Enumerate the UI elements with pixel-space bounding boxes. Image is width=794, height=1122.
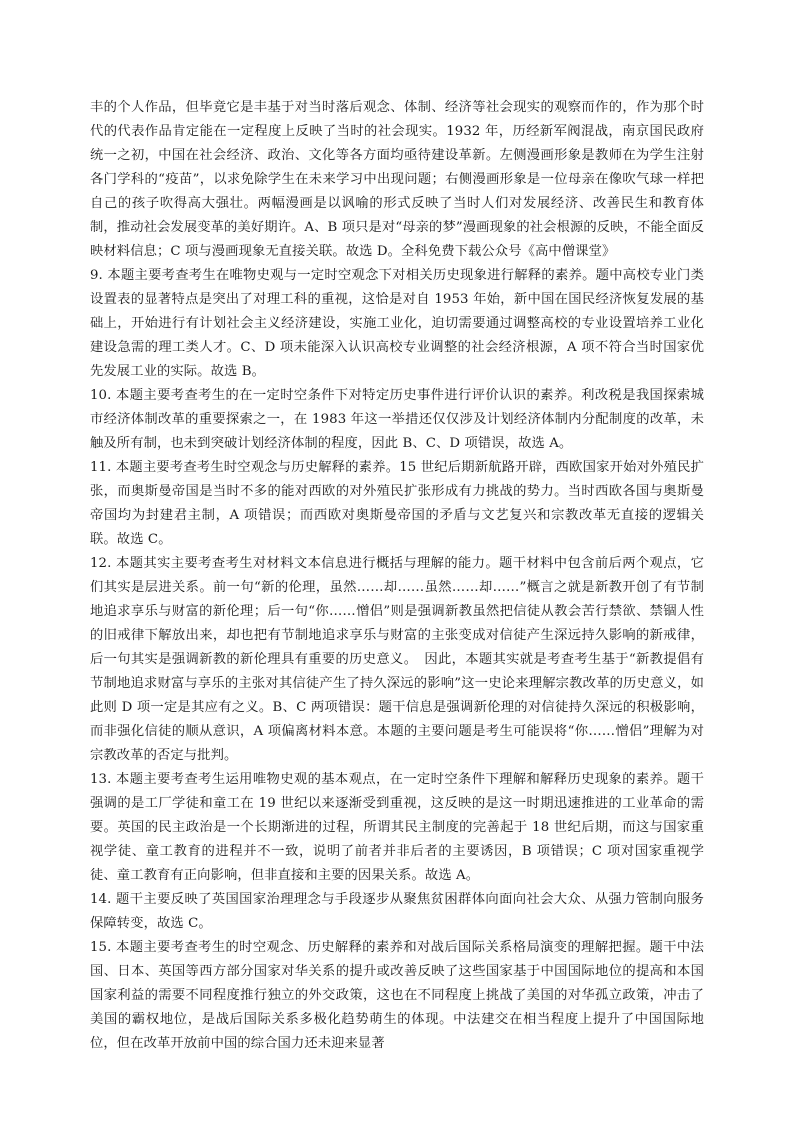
paragraph-q13: 13. 本题主要考查考生运用唯物史观的基本观点，在一定时空条件下理解和解释历史现象的素养。题干强调的是工厂学徒和童工在 19 世纪以来逐渐受到重视，这反映的是这一时期迅速推进的工业革命的需要。英国的民主政治是一个长期渐进的过程，所谓其民主制度的完善起于 18 世纪后期，而这与国家重视学徒、童工教育的进程并不一致，说明了前者并非后者的主要诱因，B 项错误；C 项对国家重视学徒、童工教育有正向影响，但非直接和主要的因果关系。故选 A。: [90, 772, 704, 883]
paragraph-q9: 9. 本题主要考查考生在唯物史观与一定时空观念下对相关历史现象进行解释的素养。题中高校专业门类设置表的显著特点是突出了对理工科的重视，这恰是对自 1953 年始，新中国在国民经济恢复发展的基础上，开始进行有计划社会主义经济建设，实施工业化，迫切需要通过调整高校的专业设置培养工业化建设急需的理工类人才。C、D 项未能深入认识高校专业调整的社会经济根源，A 项不符合当时国家优先发展工业的实际。故选 B。: [90, 268, 704, 379]
answer-explanation-page: [90, 96, 704, 1056]
paragraph-q14: 14. 题干主要反映了英国国家治理理念与手段逐步从聚焦贫困群体向面向社会大众、从强力管制向服务保障转变，故选 C。: [90, 892, 704, 931]
paragraph-q8-continued: 丰的个人作品，但毕竟它是丰基于对当时落后观念、体制、经济等社会现实的观察而作的，作为那个时代的代表作品肯定能在一定程度上反映了当时的社会现实。1932 年，历经新军阀混战，南京国民政府统一之初，中国在社会经济、政治、文化等各方面均亟待建设革新。左侧漫画形象是教师在为学生注射各门学科的“疫苗”，以求免除学生在未来学习中出现问题；右侧漫画形象是一位母亲在像吹气球一样把自己的孩子吹得高大强壮。两幅漫画是以讽喻的形式反映了当时人们对发展经济、改善民生和教育体制，推动社会发展变革的美好期许。A、B 项只是对“母亲的梦”漫画现象的社会根源的反映，不能全面反映材料信息；C 项与漫画现象无直接关联。故选 D。全科免费下载公众号《高中僧课堂》: [90, 100, 704, 259]
paragraph-q12: 12. 本题其实主要考查考生对材料文本信息进行概括与理解的能力。题干材料中包含前后两个观点，它们其实是层进关系。前一句“新的伦理，虽然……却……虽然……却……”概言之就是新教开创了有节制地追求享乐与财富的新伦理；后一句“你……憎侣”则是强调新教虽然把信徒从教会苦行禁欲、禁锢人性的旧戒律下解放出来，却也把有节制地追求享乐与财富的主张变成对信徒产生深远持久影响的新戒律，后一句其实是强调新教的新伦理具有重要的历史意义。 因此，本题其实就是考查考生基于“新教提倡有节制地追求财富与享乐的主张对其信徒产生了持久深远的影响”这一史论来理解宗教改革的历史意义，如此则 D 项一定是其应有之义。B、C 两项错误：题干信息是强调新伦理的对信徒持久深远的积极影响，而非强化信徒的顺从意识，A 项偏离材料本意。本题的主要问题是考生可能误将“你……憎侣”理解为对宗教改革的否定与批判。: [90, 556, 704, 763]
paragraph-q10: 10. 本题主要考查考生的在一定时空条件下对特定历史事件进行评价认识的素养。利改税是我国探索城市经济体制改革的重要探索之一，在 1983 年这一举措还仅仅涉及计划经济体制内分配制度的改革，未触及所有制，也未到突破计划经济体制的程度，因此 B、C、D 项错误，故选 A。: [90, 388, 704, 451]
paragraph-q15: 15. 本题主要考查考生的时空观念、历史解释的素养和对战后国际关系格局演变的理解把握。题干中法国、日本、英国等西方部分国家对华关系的提升或改善反映了这些国家基于中国国际地位的提高和本国国家利益的需要不同程度推行独立的外交政策，这也在不同程度上挑战了美国的对华孤立政策，冲击了美国的霸权地位，是战后国际关系多极化趋势萌生的体现。中法建交在相当程度上提升了中国国际地位，但在改革开放前中国的综合国力还未迎来显著: [90, 940, 704, 1051]
paragraph-q11: 11. 本题主要考查考生时空观念与历史解释的素养。15 世纪后期新航路开辟，西欧国家开始对外殖民扩张，而奥斯曼帝国是当时不多的能对西欧的对外殖民扩张形成有力挑战的势力。当时西欧各国与奥斯曼帝国均为封建君主制，A 项错误；而西欧对奥斯曼帝国的矛盾与文艺复兴和宗教改革无直接的逻辑关联。故选 C。: [90, 460, 704, 547]
